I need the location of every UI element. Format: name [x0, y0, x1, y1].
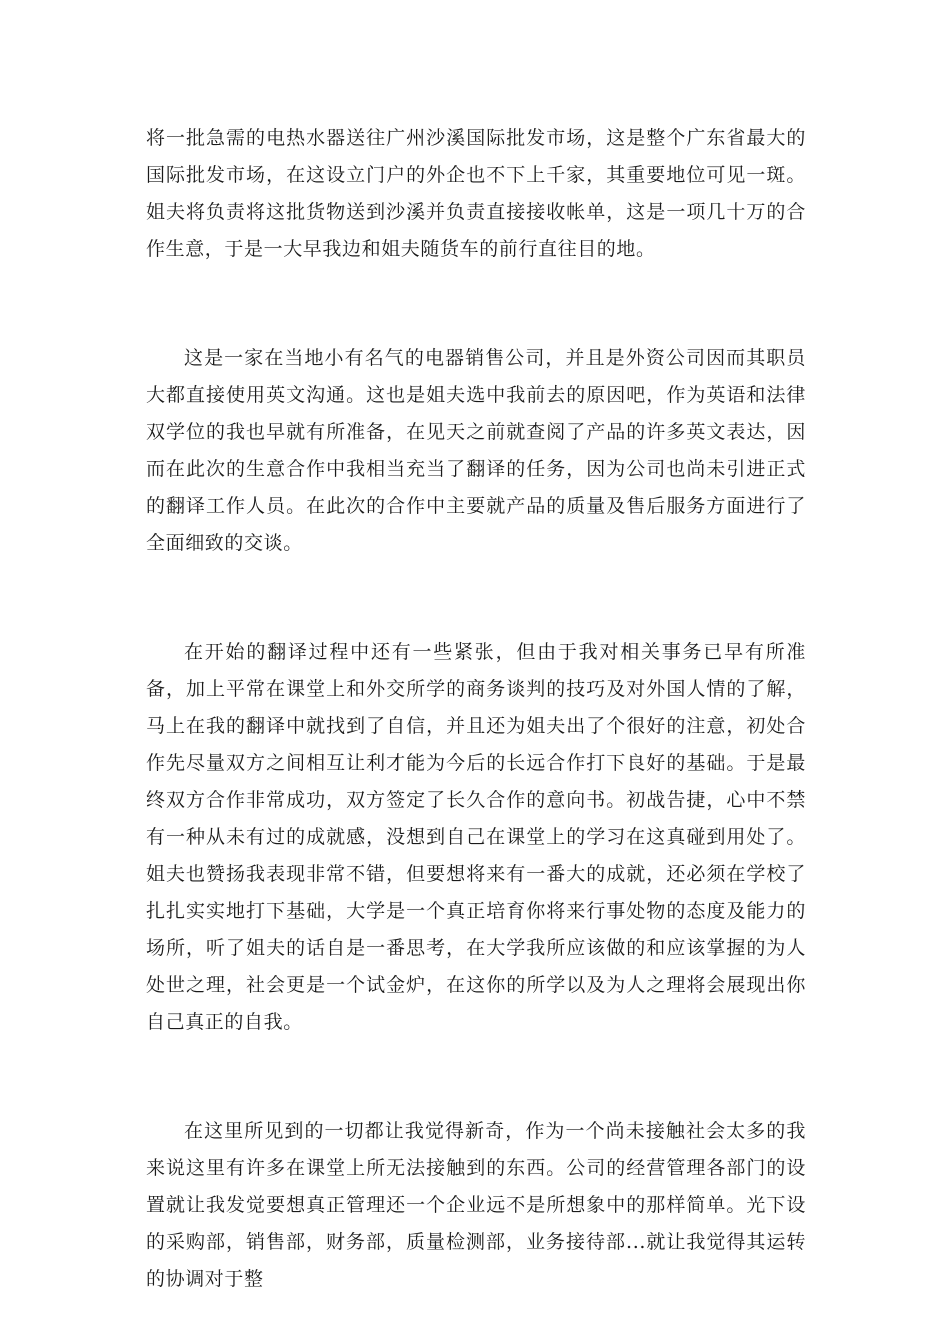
paragraph-2: 这是一家在当地小有名气的电器销售公司，并且是外资公司因而其职员大都直接使用英文沟通。这也是姐夫选中我前去的原因吧，作为英语和法律双学位的我也早就有所准备，在见天之前就查阅了产品的许多英文表达，因而在此次的生意合作中我相当充当了翻译的任务，因为公司也尚未引进正式的翻译工作人员。在此次的合作中主要就产品的质量及售后服务方面进行了全面细致的交谈。 — [146, 347, 806, 554]
paragraph-spacer — [146, 562, 806, 634]
paragraph-3: 在开始的翻译过程中还有一些紧张，但由于我对相关事务已早有所准备，加上平常在课堂上和外交所学的商务谈判的技巧及对外国人情的了解，马上在我的翻译中就找到了自信，并且还为姐夫出了个很好的注意，初处合作先尽量双方之间相互让利才能为今后的长远合作打下良好的基础。于是最终双方合作非常成功，双方签定了长久合作的意向书。初战告捷，心中不禁有一种从未有过的成就感，没想到自己在课堂上的学习在这真碰到用处了。姐夫也赞扬我表现非常不错，但要想将来有一番大的成就，还必须在学校了扎扎实实地打下基础，大学是一个真正培育你将来行事处物的态度及能力的场所，听了姐夫的话自是一番思考，在大学我所应该做的和应该掌握的为人处世之理，社会更是一个试金炉，在这你的所学以及为人之理将会展现出你自己真正的自我。 — [146, 641, 806, 1033]
paragraph-spacer — [146, 1041, 806, 1113]
paragraph-spacer — [146, 268, 806, 340]
paragraph-4: 在这里所见到的一切都让我觉得新奇，作为一个尚未接触社会太多的我来说这里有许多在课堂上所无法接触到的东西。公司的经营管理各部门的设置就让我发觉要想真正管理还一个企业远不是所想象中的那样简单。光下设的采购部，销售部，财务部，质量检测部，业务接待部...就让我觉得其运转的协调对于整 — [146, 1120, 806, 1290]
document-page — [146, 120, 806, 1298]
paragraph-1: 将一批急需的电热水器送往广州沙溪国际批发市场，这是整个广东省最大的国际批发市场，在这设立门户的外企也不下上千家，其重要地位可见一斑。姐夫将负责将这批货物送到沙溪并负责直接接收帐单，这是一项几十万的合作生意，于是一大早我边和姐夫随货车的前行直往目的地。 — [146, 127, 806, 260]
